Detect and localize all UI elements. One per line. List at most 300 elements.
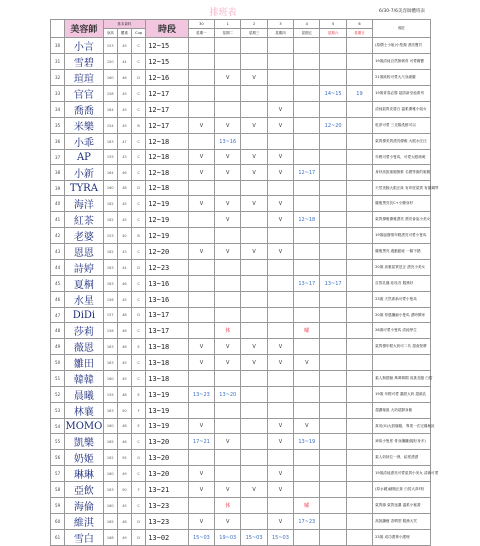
weight-value: 55 <box>117 450 131 466</box>
row-number: 47 <box>51 308 65 323</box>
day-schedule-cell <box>215 181 241 196</box>
weight-value: 48 <box>117 387 131 403</box>
page-title: 排班表 <box>209 8 237 18</box>
cup-value: C <box>132 86 146 102</box>
day-schedule-cell <box>294 196 320 212</box>
time-slot: 13~20 <box>146 466 189 482</box>
row-number: 37 <box>51 150 65 165</box>
day-schedule-cell: V <box>267 419 293 434</box>
therapist-name: 小新 <box>65 165 104 181</box>
day-schedule-cell <box>267 70 293 86</box>
time-slot: 13~19 <box>146 419 189 434</box>
height-value: 160 <box>103 498 117 514</box>
day-schedule-cell: 17~21 <box>188 434 214 450</box>
day-schedule-cell: 休 <box>215 323 241 339</box>
day-schedule-cell <box>346 355 372 371</box>
day-schedule-cell: V <box>188 466 214 482</box>
day-schedule-cell: 19 <box>346 86 372 102</box>
time-slot: 12~16 <box>146 70 189 86</box>
day-schedule-cell <box>346 150 372 165</box>
row-number: 50 <box>51 355 65 371</box>
day-schedule-cell <box>320 466 346 482</box>
day-schedule-cell <box>320 419 346 434</box>
note-cell: 23歲 天然系新可愛小隻馬 <box>373 292 431 308</box>
day-schedule-cell <box>188 228 214 244</box>
day-schedule-cell <box>241 450 267 466</box>
height-value: 158 <box>103 86 117 102</box>
day-schedule-cell: V <box>215 514 241 530</box>
date-header: 2 <box>241 20 267 29</box>
row-number: 59 <box>51 498 65 514</box>
height-value: 165 <box>103 434 117 450</box>
day-schedule-cell <box>346 181 372 196</box>
table-row <box>51 54 431 70</box>
row-number: 44 <box>51 260 65 276</box>
day-schedule-cell: V <box>188 419 214 434</box>
time-slot: 12~20 <box>146 244 189 260</box>
height-value: 164 <box>103 102 117 118</box>
row-number: 35 <box>51 118 65 134</box>
row-number: 41 <box>51 212 65 228</box>
therapist-name: 莎莉 <box>65 323 104 339</box>
height-value: 153 <box>103 38 117 54</box>
day-schedule-cell <box>267 403 293 419</box>
date-header: 1 <box>215 20 241 29</box>
day-schedule-cell <box>294 292 320 308</box>
table-row <box>51 244 431 260</box>
day-schedule-cell: V <box>188 244 214 260</box>
day-schedule-cell: V <box>215 434 241 450</box>
note-cell: 氣質綠 氣質迷濃 溫柔小秘書 <box>373 498 431 514</box>
day-schedule-cell: V <box>241 70 267 86</box>
weight-value: 48 <box>117 514 131 530</box>
day-schedule-cell: V <box>188 355 214 371</box>
height-value: 150 <box>103 54 117 70</box>
table-row <box>51 228 431 244</box>
day-schedule-cell <box>320 530 346 546</box>
cup-value: C <box>132 196 146 212</box>
note-cell: 素人無經驗 萬萬韓國 高挑長腿 白皙 <box>373 371 431 387</box>
height-value: 163 <box>103 403 117 419</box>
day-schedule-cell <box>320 434 346 450</box>
row-number: 49 <box>51 339 65 355</box>
weight-value: 48 <box>117 419 131 434</box>
day-schedule-cell: 休 <box>215 498 241 514</box>
day-schedule-cell: 17~23 <box>294 514 320 530</box>
day-schedule-cell <box>188 308 214 323</box>
day-schedule-cell <box>215 403 241 419</box>
cup-value: C <box>132 38 146 54</box>
day-schedule-cell <box>320 38 346 54</box>
time-slot: 12~19 <box>146 196 189 212</box>
weight-value: 45 <box>117 38 131 54</box>
therapist-name: 奶姬 <box>65 450 104 466</box>
note-cell: 高挑纖瘦 香噴型 服務大咒 <box>373 514 431 530</box>
day-schedule-cell: 15~03 <box>188 530 214 546</box>
day-schedule-cell <box>320 482 346 498</box>
height-value: 160 <box>103 419 117 434</box>
row-number: 33 <box>51 86 65 102</box>
weight-value: 48 <box>117 181 131 196</box>
table-row <box>51 355 431 371</box>
day-schedule-cell <box>320 212 346 228</box>
day-schedule-cell: V <box>294 355 320 371</box>
day-schedule-cell: 曜 <box>294 498 320 514</box>
day-schedule-cell <box>346 339 372 355</box>
day-schedule-cell <box>267 276 293 292</box>
day-schedule-cell <box>188 70 214 86</box>
note-cell: 天然美腿大眼正妹 有印度氣質 有韻鋼琴 <box>373 181 431 196</box>
day-schedule-cell <box>241 323 267 339</box>
day-schedule-cell: V <box>241 339 267 355</box>
day-schedule-cell <box>346 118 372 134</box>
therapist-name: 林襄 <box>65 403 104 419</box>
day-schedule-cell <box>294 228 320 244</box>
day-schedule-cell <box>320 387 346 403</box>
note-cell: 19歲清純自然無刺青 可愛嬌寶 <box>373 54 431 70</box>
day-schedule-cell <box>294 339 320 355</box>
height-value: 153 <box>103 228 117 244</box>
day-schedule-cell <box>215 466 241 482</box>
day-schedule-cell: V <box>188 196 214 212</box>
weight-value: 45 <box>117 498 131 514</box>
therapist-name: 瑄瑄 <box>65 70 104 86</box>
day-schedule-cell: V <box>241 118 267 134</box>
therapist-name: 紅茶 <box>65 212 104 228</box>
day-schedule-cell <box>215 260 241 276</box>
day-schedule-cell <box>346 196 372 212</box>
day-schedule-cell <box>188 450 214 466</box>
table-row <box>51 150 431 165</box>
table-row <box>51 212 431 228</box>
height-value: 160 <box>103 70 117 86</box>
day-schedule-cell <box>320 70 346 86</box>
cup-value: C <box>132 212 146 228</box>
day-schedule-cell <box>241 387 267 403</box>
note-cell: 20歲 高雅氣質是正 漂亮小美女 <box>373 260 431 276</box>
height-value: 163 <box>103 134 117 150</box>
weight-value: 45 <box>117 86 131 102</box>
row-number: 31 <box>51 54 65 70</box>
day-schedule-cell: 13~17 <box>320 276 346 292</box>
note-cell: 19歲青春必勝 超清新至純系列 <box>373 86 431 102</box>
table-row <box>51 181 431 196</box>
table-row <box>51 38 431 54</box>
weekday-header: 星期二 <box>215 29 241 38</box>
cup-value: C <box>132 276 146 292</box>
cup-value: E <box>132 387 146 403</box>
day-schedule-cell <box>188 498 214 514</box>
day-schedule-cell <box>294 244 320 260</box>
day-schedule-cell <box>294 102 320 118</box>
therapist-name: AP <box>65 150 104 165</box>
weight-value: 50 <box>117 403 131 419</box>
note-cell: (原水鏡)細腿正妹 白皙大真F奶 <box>373 482 431 498</box>
time-slot: 13~18 <box>146 339 189 355</box>
note-cell: 腰瘦黑亮長C+小蠻身材 <box>373 196 431 212</box>
day-schedule-cell <box>294 530 320 546</box>
day-schedule-cell <box>188 403 214 419</box>
day-schedule-cell: 13~17 <box>294 276 320 292</box>
weight-value: 49 <box>117 530 131 546</box>
weight-value: 46 <box>117 70 131 86</box>
height-value: 162 <box>103 450 117 466</box>
day-schedule-cell <box>267 498 293 514</box>
day-schedule-cell <box>241 498 267 514</box>
height-value: 156 <box>103 292 117 308</box>
weight-header: 體重 <box>117 29 131 38</box>
row-number: 51 <box>51 371 65 387</box>
time-slot: 12~17 <box>146 118 189 134</box>
day-schedule-cell: V <box>267 482 293 498</box>
note-cell: 19歲清純漂亮可愛氣質小美女 清新可愛 <box>373 466 431 482</box>
day-schedule-cell: V <box>241 165 267 181</box>
cup-value: C <box>132 134 146 150</box>
note-cell: 氣質優雅優雅漂亮 漂亮會說小美女 <box>373 212 431 228</box>
weight-value: 45 <box>117 118 131 134</box>
weight-value: 46 <box>117 434 131 450</box>
table-row <box>51 387 431 403</box>
weight-value: 40 <box>117 228 131 244</box>
cup-value: C <box>132 355 146 371</box>
day-schedule-cell <box>294 482 320 498</box>
day-schedule-cell <box>346 212 372 228</box>
therapist-name: 米樂 <box>65 118 104 134</box>
time-slot: 13~19 <box>146 403 189 419</box>
height-value: 160 <box>103 466 117 482</box>
row-number: 58 <box>51 482 65 498</box>
day-schedule-cell: V <box>188 339 214 355</box>
day-schedule-cell <box>320 181 346 196</box>
day-schedule-cell: 12~17 <box>294 165 320 181</box>
row-number: 48 <box>51 323 65 339</box>
day-schedule-cell: V <box>267 355 293 371</box>
note-cell: 19歲風靡情年輕漂亮可愛小隻馬 <box>373 228 431 244</box>
table-row <box>51 498 431 514</box>
day-schedule-cell <box>320 403 346 419</box>
weekday-header: 星期四 <box>267 29 293 38</box>
day-schedule-cell <box>294 260 320 276</box>
table-row <box>51 70 431 86</box>
day-schedule-cell: V <box>215 165 241 181</box>
day-schedule-cell: V <box>188 482 214 498</box>
table-row <box>51 196 431 212</box>
date-header: 4 <box>294 20 320 29</box>
date-header: 30 <box>188 20 214 29</box>
day-schedule-cell <box>346 466 372 482</box>
day-schedule-cell <box>241 228 267 244</box>
day-schedule-cell: V <box>267 196 293 212</box>
weight-value: 46 <box>117 276 131 292</box>
row-number: 55 <box>51 434 65 450</box>
day-schedule-cell <box>267 323 293 339</box>
therapist-name: 維淇 <box>65 514 104 530</box>
day-schedule-cell <box>346 371 372 387</box>
day-schedule-cell <box>320 134 346 150</box>
day-schedule-cell <box>215 86 241 102</box>
table-row <box>51 165 431 181</box>
note-cell: 素人奶妹位一發，結度漂漂 <box>373 450 431 466</box>
day-schedule-cell <box>346 276 372 292</box>
day-schedule-cell: V <box>215 482 241 498</box>
note-cell: 26歲可愛小隻馬 清純學生 <box>373 323 431 339</box>
weight-value: 45 <box>117 371 131 387</box>
therapist-name: 小言 <box>65 38 104 54</box>
date-range: 6/30-7/6美容師體班表 <box>379 9 425 14</box>
day-schedule-cell <box>215 38 241 54</box>
day-schedule-cell: V <box>267 434 293 450</box>
day-schedule-cell <box>241 466 267 482</box>
weight-value: 45 <box>117 196 131 212</box>
cup-value: C <box>132 292 146 308</box>
day-schedule-cell <box>215 276 241 292</box>
day-schedule-cell <box>188 260 214 276</box>
time-slot: 13~16 <box>146 292 189 308</box>
day-schedule-cell <box>188 102 214 118</box>
notes-column-header: 備註 <box>373 20 431 38</box>
day-schedule-cell <box>188 276 214 292</box>
therapist-name: 晨曦 <box>65 387 104 403</box>
day-schedule-cell: V <box>188 150 214 165</box>
day-schedule-cell: 曜 <box>294 323 320 339</box>
day-schedule-cell <box>346 434 372 450</box>
note-cell: 19歲 年輕可愛 濃甜大奶 超級乳 <box>373 387 431 403</box>
day-schedule-cell <box>267 371 293 387</box>
height-value: 162 <box>103 196 117 212</box>
day-schedule-cell: V <box>241 482 267 498</box>
day-schedule-cell: V <box>294 419 320 434</box>
weight-value: 45 <box>117 212 131 228</box>
day-schedule-cell <box>346 498 372 514</box>
day-schedule-cell <box>215 308 241 323</box>
therapist-name: 老婆 <box>65 228 104 244</box>
day-schedule-cell: 15~03 <box>241 530 267 546</box>
day-schedule-cell: 12~18 <box>294 212 320 228</box>
cup-header: Cup <box>132 29 146 38</box>
day-schedule-cell <box>267 308 293 323</box>
day-schedule-cell: 14~15 <box>320 86 346 102</box>
time-slot: 12~18 <box>146 181 189 196</box>
day-schedule-cell <box>346 38 372 54</box>
row-number: 52 <box>51 387 65 403</box>
cup-value: C <box>132 498 146 514</box>
therapist-name: 琳琳 <box>65 466 104 482</box>
time-slot: 13~18 <box>146 355 189 371</box>
note-cell: (原價士小姐)小型顏 漂亮寶貝 <box>373 38 431 54</box>
note-cell: 神似小隻度 骨身纖纖(腿好身多) <box>373 434 431 450</box>
time-slot: 13~21 <box>146 482 189 498</box>
day-schedule-cell: 13~23 <box>188 387 214 403</box>
day-schedule-cell: V <box>267 466 293 482</box>
time-slot: 12~18 <box>146 150 189 165</box>
height-value: 164 <box>103 165 117 181</box>
cup-value: C <box>132 371 146 387</box>
row-number: 56 <box>51 450 65 466</box>
day-schedule-cell <box>320 150 346 165</box>
height-value: 163 <box>103 276 117 292</box>
day-schedule-cell <box>346 292 372 308</box>
row-number: 45 <box>51 276 65 292</box>
day-schedule-cell <box>188 54 214 70</box>
row-number: 32 <box>51 70 65 86</box>
table-row <box>51 466 431 482</box>
day-schedule-cell: V <box>267 118 293 134</box>
cup-value: D <box>132 70 146 86</box>
therapist-name: 海洋 <box>65 196 104 212</box>
table-row <box>51 434 431 450</box>
day-schedule-cell: V <box>215 70 241 86</box>
day-schedule-cell: 12~20 <box>320 118 346 134</box>
weight-value: 43 <box>117 244 131 260</box>
table-row <box>51 530 431 546</box>
day-schedule-cell <box>215 292 241 308</box>
day-schedule-cell <box>215 371 241 387</box>
row-number: 36 <box>51 134 65 150</box>
day-schedule-cell: V <box>267 339 293 355</box>
schedule-sheet <box>50 0 439 545</box>
day-schedule-cell: V <box>267 244 293 260</box>
day-schedule-cell <box>294 387 320 403</box>
therapist-name: 喬喬 <box>65 102 104 118</box>
time-slot: 13~02 <box>146 530 189 546</box>
time-slot: 13~23 <box>146 514 189 530</box>
time-slot: 12~18 <box>146 134 189 150</box>
day-schedule-cell: V <box>215 150 241 165</box>
day-schedule-cell: V <box>188 165 214 181</box>
weight-value: 47 <box>117 134 131 150</box>
therapist-name: 亞飲 <box>65 482 104 498</box>
cup-value: C <box>132 323 146 339</box>
day-schedule-cell <box>346 102 372 118</box>
day-schedule-cell <box>320 244 346 260</box>
table-row <box>51 276 431 292</box>
note-cell: 年輕可愛小隻馬，可愛大眼萌萌 <box>373 150 431 165</box>
day-schedule-cell <box>267 387 293 403</box>
note-cell: 自智乳爆 哇哇音 服務好 <box>373 276 431 292</box>
day-schedule-cell: V <box>267 165 293 181</box>
day-schedule-cell <box>320 514 346 530</box>
note-cell: 身材高挑蜜腿無惟 名模等級的蜜腿 <box>373 165 431 181</box>
cup-value: E <box>132 339 146 355</box>
therapist-name: 雪碧 <box>65 54 104 70</box>
note-cell: 超濃郁鼠 大奶超靜身鬆 <box>373 403 431 419</box>
day-schedule-cell <box>188 371 214 387</box>
cup-value: D <box>132 308 146 323</box>
weight-value: 46 <box>117 339 131 355</box>
day-schedule-cell <box>215 54 241 70</box>
day-schedule-cell <box>241 276 267 292</box>
day-schedule-cell: V <box>241 150 267 165</box>
day-schedule-cell <box>294 466 320 482</box>
day-schedule-cell <box>267 292 293 308</box>
basic-info-header: 基本資料 <box>103 20 146 29</box>
day-schedule-cell: V <box>215 212 241 228</box>
height-value: 160 <box>103 181 117 196</box>
weekday-header: 星期六 <box>320 29 346 38</box>
day-schedule-cell: V <box>215 196 241 212</box>
day-schedule-cell <box>320 260 346 276</box>
therapist-name: 雪白 <box>65 530 104 546</box>
table-row <box>51 86 431 102</box>
cup-value: B <box>132 228 146 244</box>
day-schedule-cell: 15~03 <box>267 530 293 546</box>
day-schedule-cell <box>188 134 214 150</box>
day-schedule-cell <box>294 181 320 196</box>
table-row <box>51 371 431 387</box>
time-slot: 12~19 <box>146 228 189 244</box>
table-row <box>51 419 431 434</box>
day-schedule-cell: V <box>267 102 293 118</box>
